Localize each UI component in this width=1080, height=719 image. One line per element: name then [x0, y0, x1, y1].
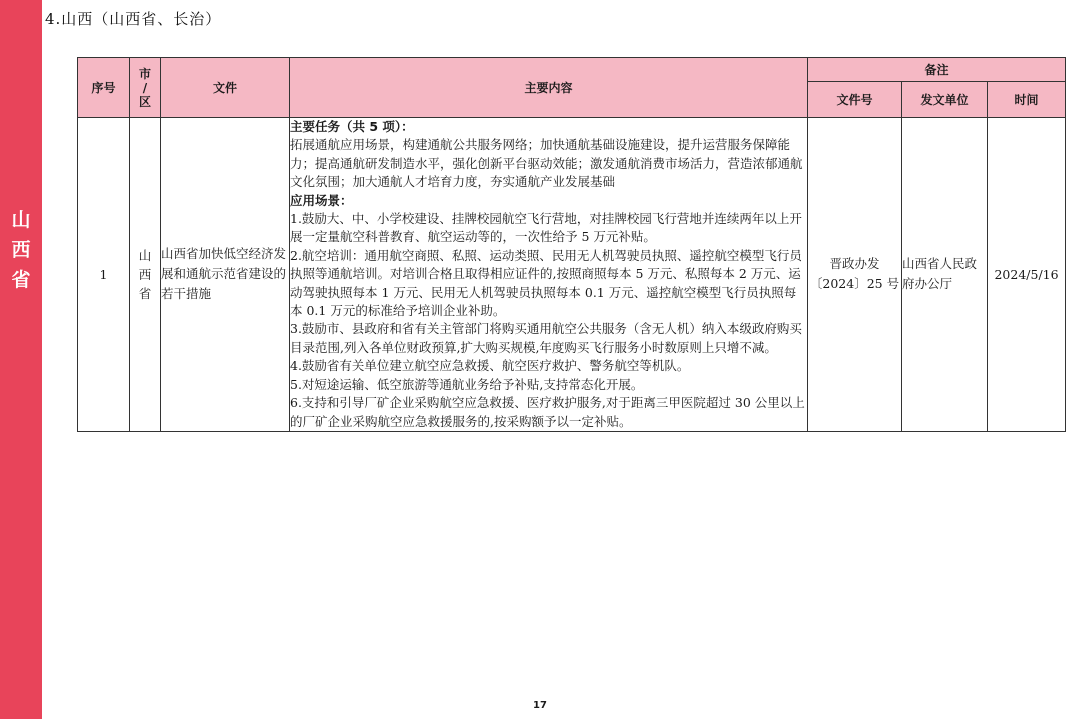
side-band [0, 0, 42, 719]
header-city [130, 58, 161, 118]
header-remarks: 备注 [808, 58, 1066, 82]
content-heading: 应用场景： [290, 192, 353, 208]
cell-date: 2024/5/16 [988, 118, 1066, 432]
cell-city-char: 山 [138, 247, 152, 263]
header-seq: 序号 [78, 58, 130, 118]
table-row [78, 118, 1066, 432]
cell-issuer: 山西省人民政府办公厅 [902, 118, 988, 432]
cell-city-char: 省 [138, 285, 152, 301]
page-number: 17 [533, 700, 547, 711]
side-label-char: 山 [11, 209, 31, 231]
content-paragraph: 3.鼓励市、县政府和省有关主管部门将购买通用航空公共服务（含无人机）纳入本级政府购买目录范围,列入各单位财政预算,扩大购买规模,年度购买飞行服务小时数原则上只增不减。 [290, 321, 802, 355]
cell-content [290, 118, 808, 432]
header-city-char: 市 [138, 66, 151, 81]
content-paragraph: 6.支持和引导厂矿企业采购航空应急救援、医疗救护服务,对于距离三甲医院超过 30 公里以上的厂矿企业采购航空应急救援服务的,按采购额予以一定补贴。 [290, 395, 805, 429]
header-content: 主要内容 [290, 58, 808, 118]
cell-seq: 1 [78, 118, 130, 432]
content-paragraph: 1.鼓励大、中、小学校建设、挂牌校园航空飞行营地，对挂牌校园飞行营地并连续两年以上开展一定量航空科普教育、航空运动等的，一次性给予 5 万元补贴。 [290, 211, 802, 245]
header-doc-number: 文件号 [808, 82, 902, 118]
header-issuer: 发文单位 [902, 82, 988, 118]
content-paragraph: 5.对短途运输、低空旅游等通航业务给予补贴,支持常态化开展。 [290, 376, 644, 392]
cell-file: 山西省加快低空经济发展和通航示范省建设的若干措施 [161, 118, 290, 432]
cell-city-char: 西 [138, 266, 152, 282]
cell-doc-number: 晋政办发〔2024〕25 号 [808, 118, 902, 432]
content-paragraph: 4.鼓励省有关单位建立航空应急救援、航空医疗救护、警务航空等机队。 [290, 358, 690, 374]
header-date: 时间 [988, 82, 1066, 118]
header-file: 文件 [161, 58, 290, 118]
cell-city [130, 118, 161, 432]
header-city-char: 区 [138, 94, 151, 109]
table-header-row [78, 58, 1066, 82]
side-label-char: 省 [11, 269, 31, 291]
content-paragraph: 拓展通航应用场景，构建通航公共服务网络；加快通航基础设施建设，提升运营服务保障能力；提高通航研发制造水平，强化创新平台驱动效能；激发通航消费市场活力，营造浓郁通航文化氛围；加大通航人才培育力度，夯实通航产业发展基础 [290, 137, 803, 190]
section-title: 4.山西（山西省、长治） [45, 10, 222, 28]
header-city-char: / [142, 80, 148, 95]
content-heading: 主要任务（共 5 项）： [290, 119, 414, 134]
content-paragraph: 2.航空培训：通用航空商照、私照、运动类照、民用无人机驾驶员执照、遥控航空模型飞行员执照等通航培训。对培训合格且取得相应证件的,按照商照每本 5 万元、私照每本 2 万元、运动驾驶执照每本 1 万元、民用无人机驾驶员执照每本 0.1 万元、遥控航空模型飞行员执照每本 0.1 万元的标准给予培训企业补助。 [290, 247, 802, 319]
side-region-label [0, 205, 42, 295]
policy-table [77, 57, 1066, 432]
side-label-char: 西 [11, 239, 31, 261]
